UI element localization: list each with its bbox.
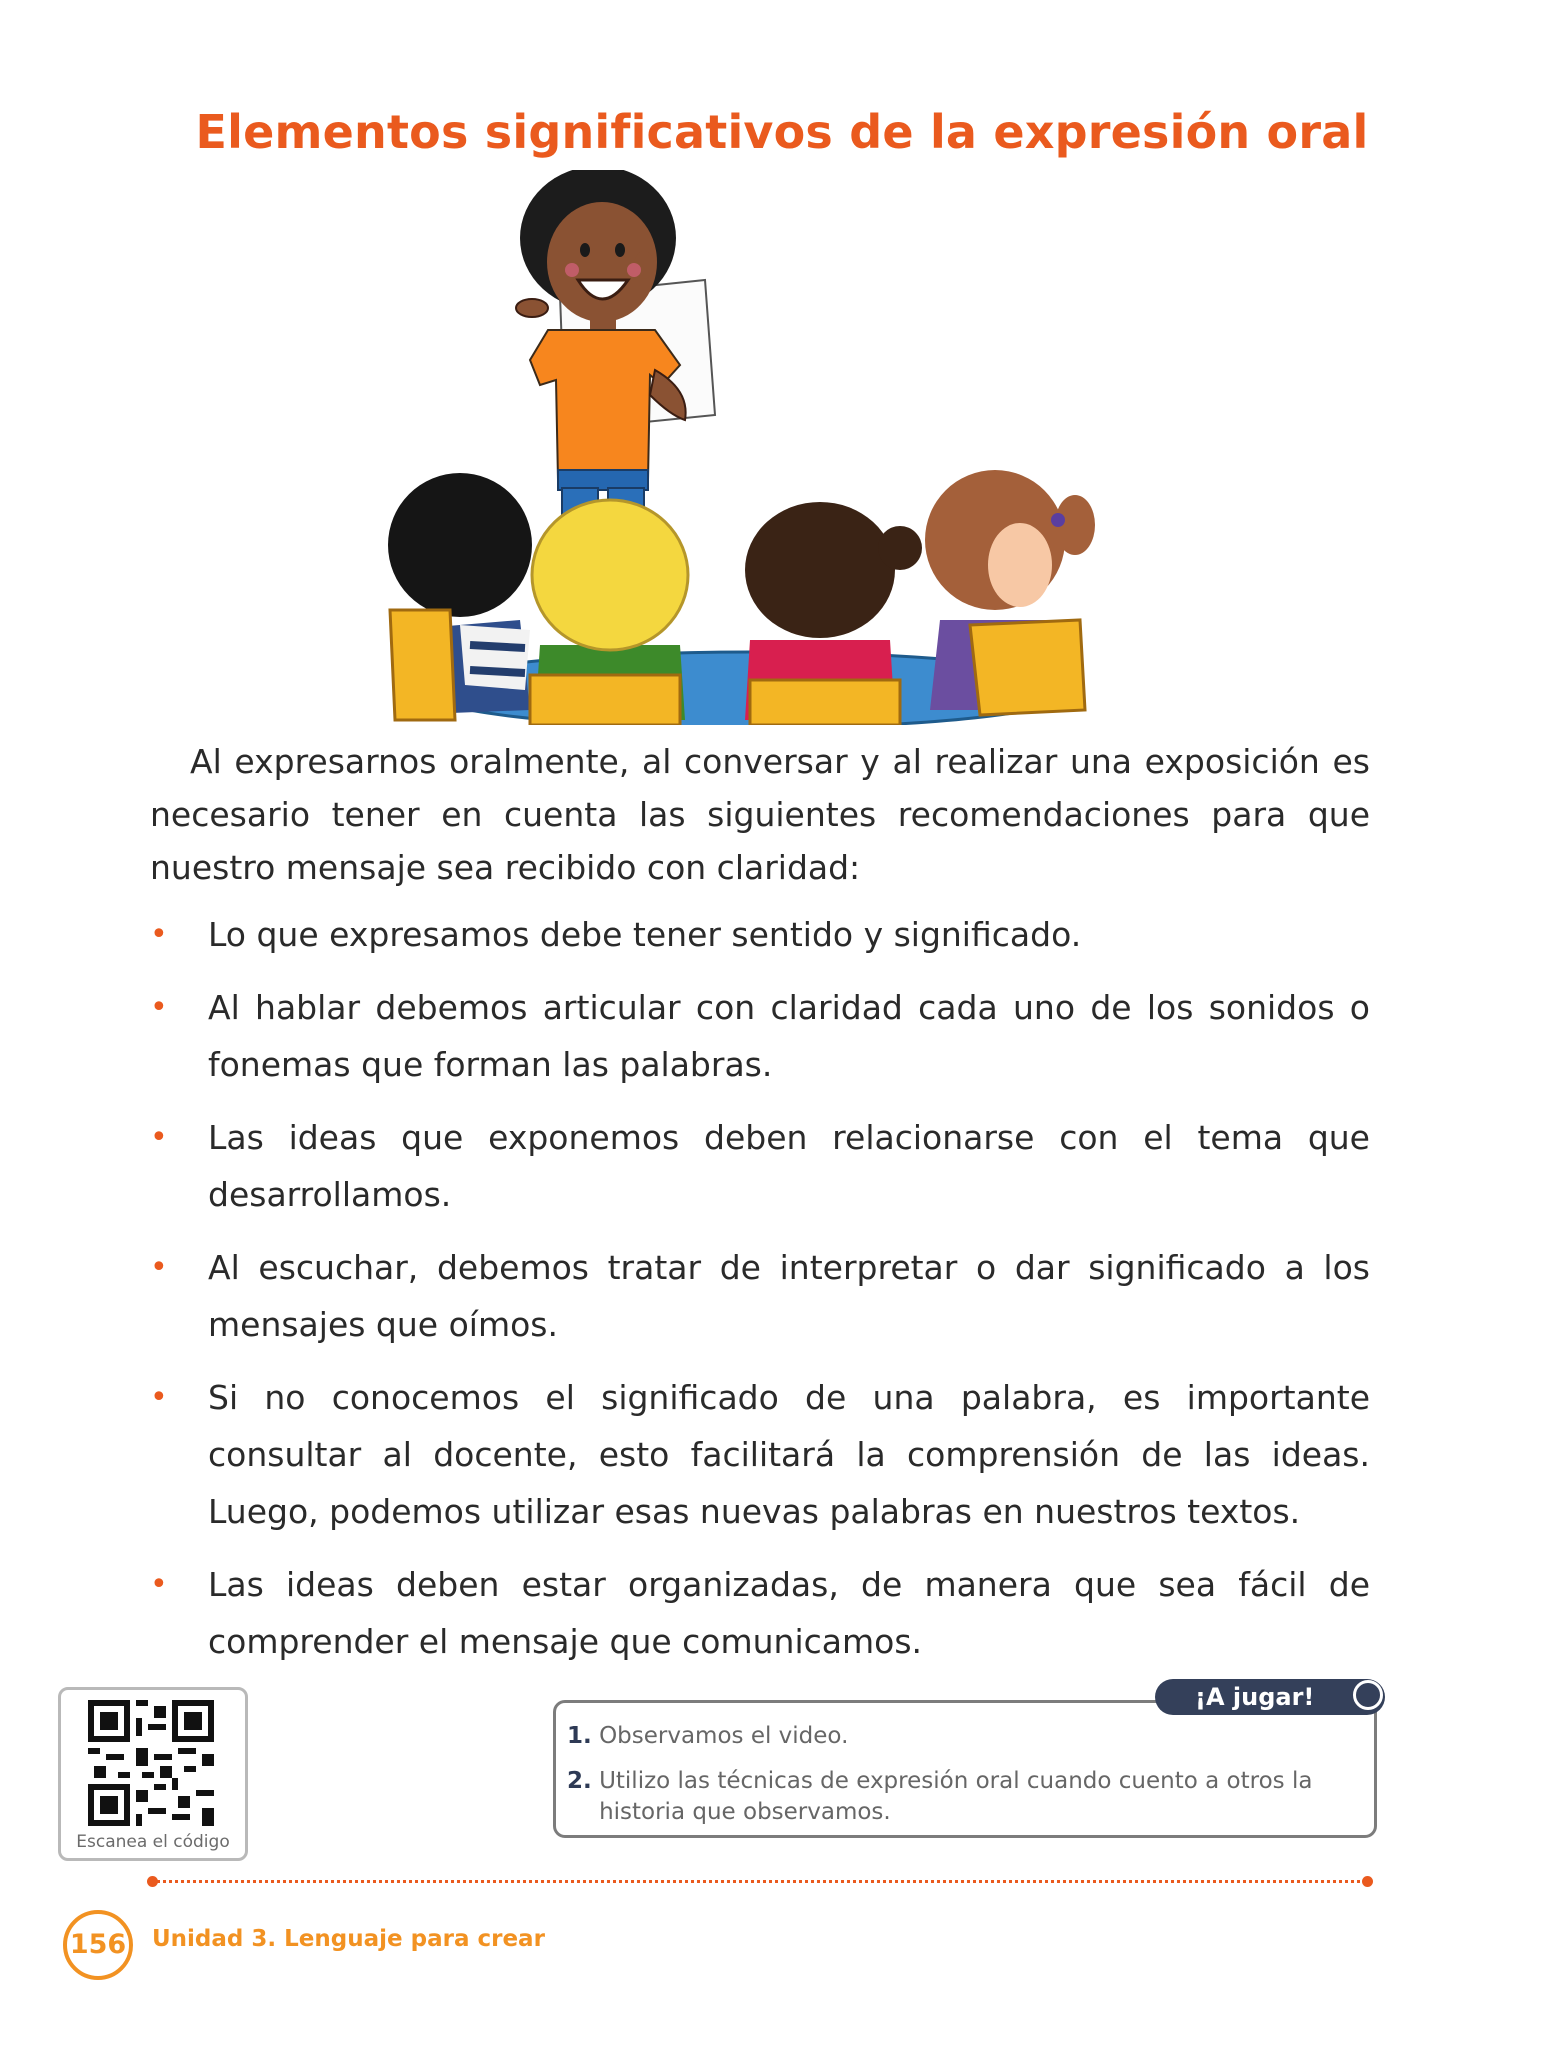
classroom-illustration [380, 170, 1120, 725]
bullet-icon: • [150, 990, 168, 1025]
list-item [150, 1239, 1370, 1353]
divider-dot-icon [1362, 1876, 1373, 1887]
list-item [150, 906, 1370, 963]
child-curly-hair [745, 502, 922, 725]
list-item [150, 1556, 1370, 1670]
recommendations-list [150, 906, 1370, 1686]
child-dark-hair [388, 473, 532, 720]
qr-code-icon[interactable] [83, 1700, 219, 1826]
page-number: 156 [63, 1910, 133, 1980]
list-item-text: Las ideas que exponemos deben relacionarse con el tema que desarrollamos. [208, 1118, 1370, 1214]
step-number: 2. [567, 1768, 592, 1794]
list-item [150, 1109, 1370, 1223]
footer-divider [150, 1880, 1366, 1883]
activity-tag [1155, 1679, 1385, 1715]
page-title: Elementos significativos de la expresión oral [195, 105, 1369, 159]
bullet-icon: • [150, 1250, 168, 1285]
list-item-text: Al hablar debemos articular con claridad cada uno de los sonidos o fonemas que forman las palabras. [208, 988, 1370, 1084]
bullet-icon: • [150, 1120, 168, 1155]
list-item-text: Las ideas deben estar organizadas, de manera que sea fácil de comprender el mensaje que comunicamos. [208, 1565, 1370, 1661]
bullet-icon: • [150, 917, 168, 952]
circle-icon [1353, 1680, 1383, 1710]
child-blond-hair [530, 500, 688, 725]
activity-step [567, 1721, 848, 1752]
activity-step [567, 1766, 1389, 1828]
step-text: Utilizo las técnicas de expresión oral cuando cuento a otros la historia que observamos. [599, 1768, 1313, 1825]
activity-tag-label: ¡A jugar! [1195, 1683, 1315, 1711]
list-item [150, 979, 1370, 1093]
child-ponytail [925, 470, 1095, 715]
divider-dot-icon [147, 1876, 158, 1887]
unit-label: Unidad 3. Lenguaje para crear [152, 1926, 545, 1952]
bullet-icon: • [150, 1380, 168, 1415]
bullet-icon: • [150, 1567, 168, 1602]
list-item [150, 1369, 1370, 1540]
intro-paragraph: Al expresarnos oralmente, al conversar y al realizar una exposición es necesario tener en cuenta las siguientes recomendaciones para que nuestro mensaje sea recibido con claridad: [150, 742, 1370, 887]
step-number: 1. [567, 1723, 592, 1749]
list-item-text: Al escuchar, debemos tratar de interpretar o dar significado a los mensajes que oímos. [208, 1248, 1370, 1344]
step-text: Observamos el video. [599, 1723, 849, 1749]
qr-caption: Escanea el código [76, 1832, 230, 1852]
qr-code-card[interactable] [58, 1687, 248, 1861]
list-item-text: Lo que expresamos debe tener sentido y significado. [208, 915, 1082, 954]
list-item-text: Si no conocemos el significado de una palabra, es importante consultar al docente, esto facilitará la comprensión de las ideas. Luego, podemos utilizar esas nuevas palabras en nuestros textos. [208, 1378, 1370, 1531]
